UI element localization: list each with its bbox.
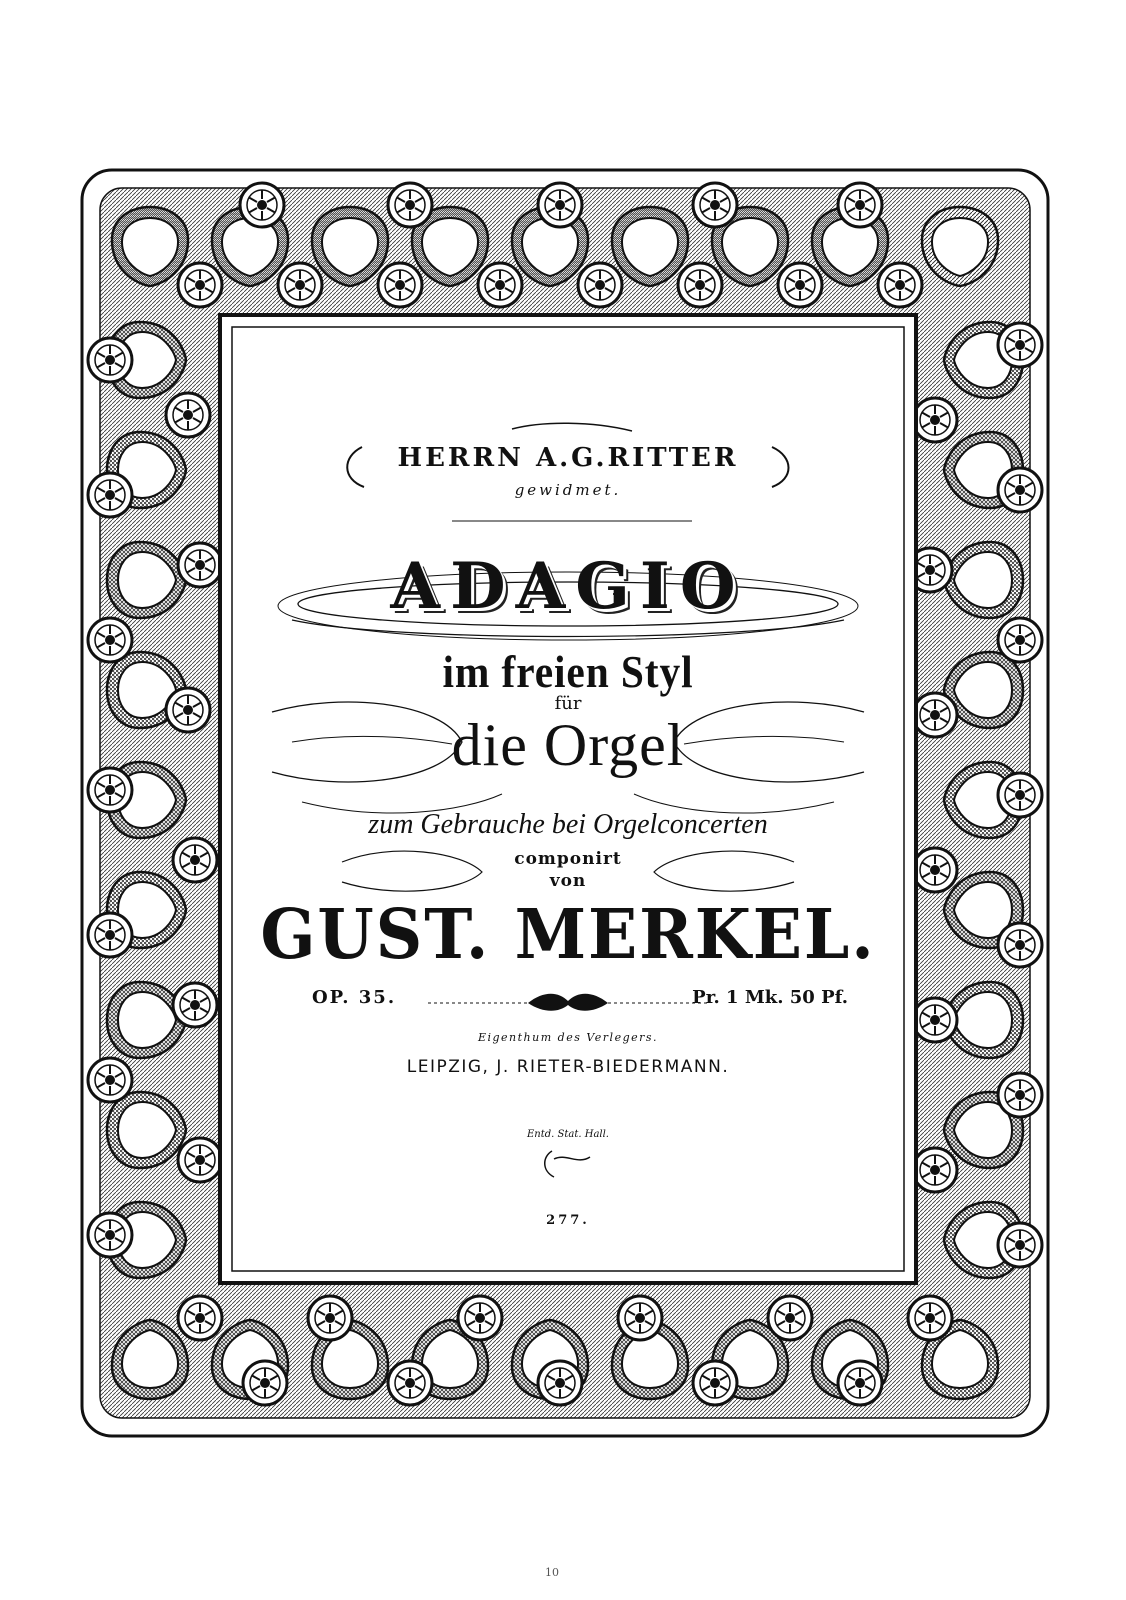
dedication-note: gewidmet. [514, 481, 622, 499]
registration-note: Entd. Stat. Hall. [527, 1129, 609, 1140]
composed-text: componirt [514, 849, 622, 869]
by-text: von [549, 871, 587, 891]
instrument: die Orgel [451, 712, 685, 778]
composer-name: GUST. MERKEL. [260, 895, 876, 975]
dedication: HERRN A.G.RITTER [397, 443, 739, 473]
plate-number: 277. [546, 1213, 590, 1228]
page-mark: 10 [545, 1566, 559, 1579]
connector-text: für [554, 693, 582, 714]
main-title: ADAGIO [390, 549, 746, 624]
center-ornament [428, 987, 708, 1017]
registration-flourish [538, 1147, 598, 1181]
title-panel [232, 327, 904, 1271]
usage-line: zum Gebrauche bei Orgelconcerten [368, 809, 768, 840]
publisher: LEIPZIG, J. RIETER-BIEDERMANN. [406, 1057, 730, 1077]
price: Pr. 1 Mk. 50 Pf. [692, 987, 848, 1008]
subtitle: im freien Styl [442, 646, 694, 697]
ownership-note: Eigenthum des Verlegers. [477, 1031, 659, 1044]
opus-number: OP. 35. [312, 987, 397, 1008]
